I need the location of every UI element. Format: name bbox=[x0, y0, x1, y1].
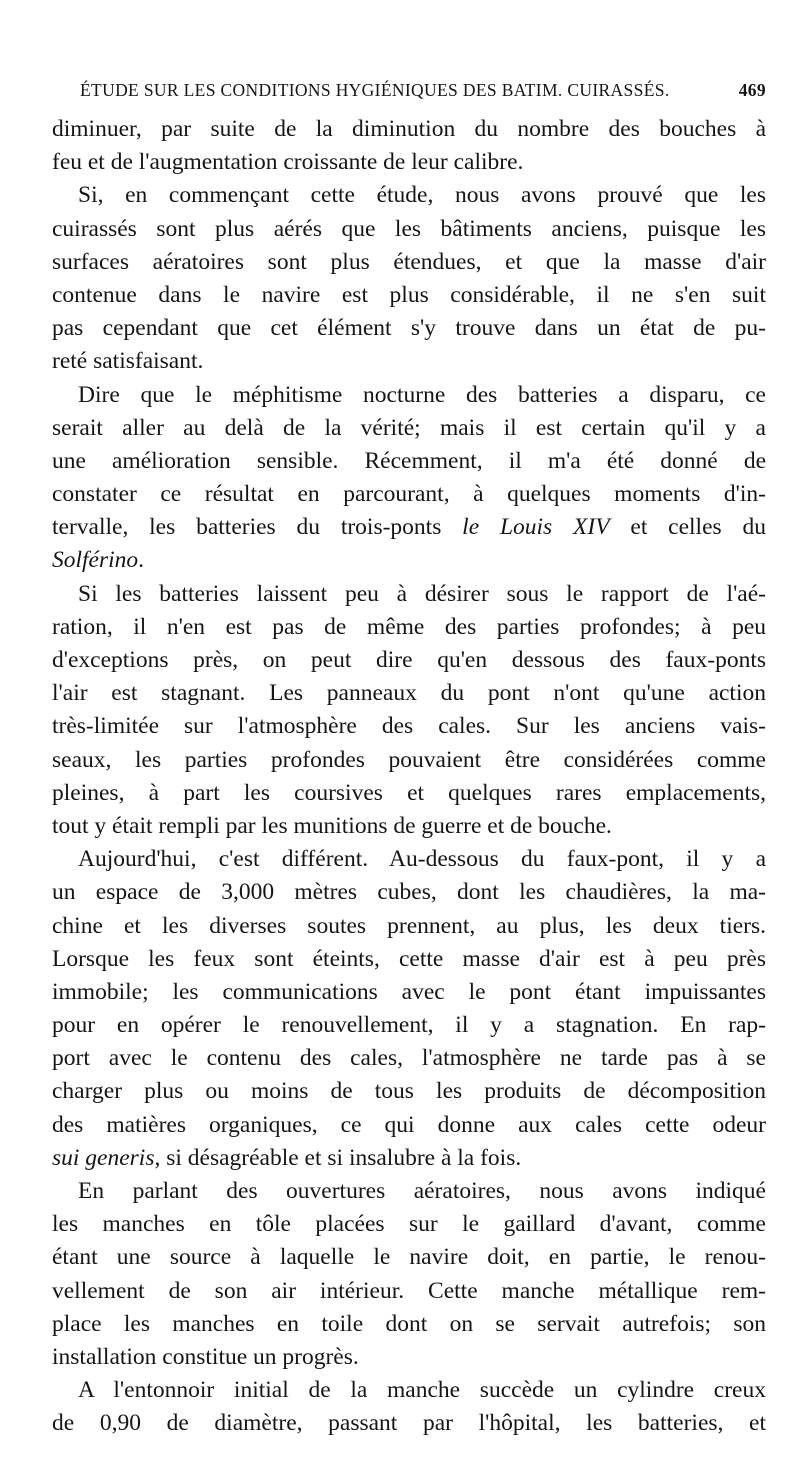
text-line: diminuer, par suite de la diminution du nombre des bouches à bbox=[52, 116, 766, 142]
text-line: Si, en commençant cette étude, nous avons prouvé que les bbox=[78, 182, 766, 209]
text-line: très-limitée sur l'atmosphère des cales. Sur les anciens vais- bbox=[52, 713, 766, 740]
page-number: 469 bbox=[738, 80, 766, 100]
text-run: , si désagréable et si insalubre à la fois. bbox=[154, 1144, 522, 1171]
text-line: l'air est stagnant. Les panneaux du pont n'ont qu'une action bbox=[52, 680, 766, 707]
text-line: étant une source à laquelle le navire doit, en partie, le renou- bbox=[52, 1244, 766, 1271]
text-line: des matières organiques, ce qui donne aux cales cette odeur bbox=[52, 1111, 766, 1138]
text-line: Lorsque les feux sont éteints, cette masse d'air est à peu près bbox=[52, 945, 766, 972]
text-line: pas cependant que cet élément s'y trouve dans un état de pu- bbox=[52, 315, 766, 342]
text-run: . bbox=[138, 547, 145, 574]
text-line: chine et les diverses soutes prennent, au plus, les deux tiers. bbox=[52, 912, 766, 939]
text-line: serait aller au delà de la vérité; mais il est certain qu'il y a bbox=[52, 414, 766, 441]
text-line: reté satisfaisant. bbox=[52, 348, 204, 375]
running-head bbox=[80, 80, 766, 110]
text-line: charger plus ou moins de tous les produits de décomposition bbox=[52, 1078, 766, 1105]
italic-text: sui generis bbox=[52, 1144, 155, 1171]
text-line: tout y était rempli par les munitions de guerre et de bouche. bbox=[52, 812, 612, 839]
text-run: tervalle, les batteries du trois-ponts bbox=[52, 514, 463, 541]
text-line bbox=[52, 1142, 766, 1175]
text-line: vellement de son air intérieur. Cette manche métallique rem- bbox=[52, 1277, 766, 1304]
text-line: Si les batteries laissent peu à désirer sous le rapport de l'aé- bbox=[78, 580, 766, 607]
text-line: port avec le contenu des cales, l'atmosphère ne tarde pas à se bbox=[52, 1045, 766, 1072]
text-line bbox=[52, 544, 766, 577]
text-line: Dire que le méphitisme nocturne des batteries a disparu, ce bbox=[78, 381, 766, 408]
text-line: En parlant des ouvertures aératoires, nous avons indiqué bbox=[78, 1178, 766, 1204]
text-line: les manches en tôle placées sur le gaillard d'avant, comme bbox=[52, 1211, 766, 1238]
text-line: de 0,90 de diamètre, passant par l'hôpital, les batteries, et bbox=[52, 1410, 766, 1437]
text-line: d'exceptions près, on peut dire qu'en dessous des faux-ponts bbox=[52, 647, 766, 673]
text-line bbox=[52, 511, 766, 544]
text-line: A l'entonnoir initial de la manche succède un cylindre creux bbox=[78, 1377, 766, 1404]
text-line: un espace de 3,000 mètres cubes, dont les chaudières, la ma- bbox=[52, 879, 766, 906]
body-text bbox=[52, 113, 766, 1441]
italic-text: le Louis XIV bbox=[462, 514, 610, 541]
text-line: feu et de l'augmentation croissante de leur calibre. bbox=[52, 149, 524, 176]
text-line: une amélioration sensible. Récemment, il m'a été donné de bbox=[52, 447, 766, 474]
text-line: ration, il n'en est pas de même des parties profondes; à peu bbox=[52, 613, 766, 640]
running-title: ÉTUDE SUR LES CONDITIONS HYGIÉNIQUES DES BATIM. CUIRASSÉS. bbox=[80, 80, 670, 100]
text-line: cuirassés sont plus aérés que les bâtiments anciens, puisque les bbox=[52, 215, 766, 242]
text-line: constater ce résultat en parcourant, à quelques moments d'in- bbox=[52, 481, 766, 508]
text-line: immobile; les communications avec le pont étant impuissantes bbox=[52, 978, 766, 1005]
text-line: place les manches en toile dont on se servait autrefois; son bbox=[52, 1310, 766, 1337]
text-line: pour en opérer le renouvellement, il y a stagnation. En rap- bbox=[52, 1012, 766, 1039]
italic-text: Solférino bbox=[52, 547, 139, 574]
text-line: seaux, les parties profondes pouvaient être considérées comme bbox=[52, 746, 766, 773]
text-line: Aujourd'hui, c'est différent. Au-dessous du faux-pont, il y a bbox=[78, 846, 766, 873]
text-line: pleines, à part les coursives et quelques rares emplacements, bbox=[52, 779, 766, 806]
text-line: surfaces aératoires sont plus étendues, et que la masse d'air bbox=[52, 248, 766, 275]
text-run: et celles du bbox=[609, 514, 766, 541]
text-line: installation constitue un progrès. bbox=[52, 1343, 359, 1370]
text-line: contenue dans le navire est plus considérable, il ne s'en suit bbox=[52, 281, 766, 308]
